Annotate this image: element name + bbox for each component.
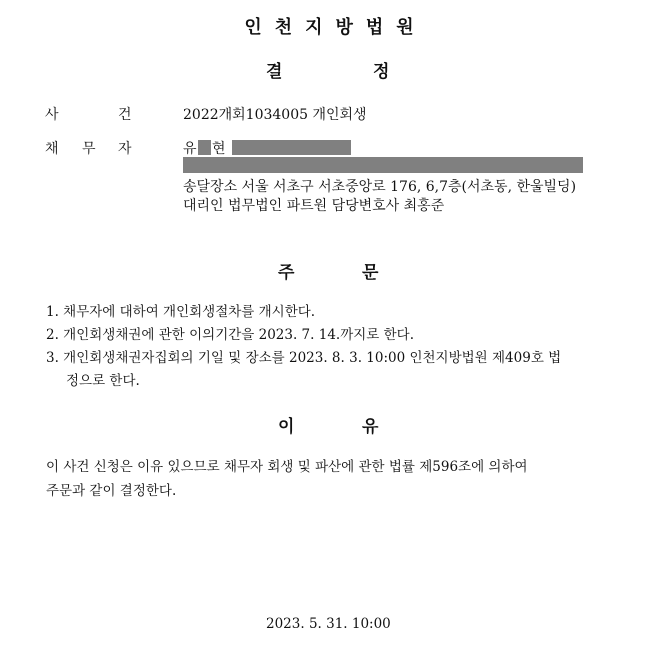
- debtor-label-3: 자: [118, 141, 132, 157]
- order-heading-2: 문: [362, 263, 379, 283]
- redaction-id: [232, 140, 351, 155]
- redaction-address: [183, 157, 583, 173]
- reason-heading-2: 유: [362, 417, 379, 437]
- order-item-1: 1. 채무자에 대하여 개인회생절차를 개시한다.: [46, 304, 316, 320]
- reason-line-1: 이 사건 신청은 이유 있으므로 채무자 회생 및 파산에 관한 법률 제596조에 의하여: [46, 459, 528, 475]
- case-label-1: 사: [45, 107, 59, 123]
- legal-agent: 대리인 법무법인 파트원 담당변호사 최홍준: [183, 198, 445, 214]
- doc-type-char-1: 결: [266, 62, 283, 82]
- order-item-3: 3. 개인회생채권자집회의 기일 및 장소를 2023. 8. 3. 10:00 인천지방법원 제409호 법: [46, 350, 562, 366]
- service-address: 송달장소 서울 서초구 서초중앙로 176, 6,7층(서초동, 한울빌딩): [183, 179, 577, 195]
- redaction-name: [198, 140, 211, 155]
- order-item-2: 2. 개인회생채권에 관한 이의기간을 2023. 7. 14.까지로 한다.: [46, 327, 414, 343]
- doc-type-char-2: 정: [373, 62, 390, 82]
- court-name: 인천지방법원: [244, 17, 427, 38]
- case-number: 2022개회1034005 개인회생: [183, 107, 367, 123]
- debtor-name-first: 유: [183, 141, 197, 157]
- order-item-3-cont: 정으로 한다.: [66, 373, 140, 389]
- reason-line-2: 주문과 같이 결정한다.: [46, 483, 177, 499]
- reason-heading-1: 이: [278, 417, 295, 437]
- order-heading-1: 주: [278, 263, 295, 283]
- case-label-2: 건: [118, 107, 132, 123]
- decision-date: 2023. 5. 31. 10:00: [266, 616, 391, 632]
- debtor-label-2: 무: [82, 141, 96, 157]
- debtor-name-last: 현: [212, 141, 226, 157]
- debtor-label-1: 채: [45, 141, 59, 157]
